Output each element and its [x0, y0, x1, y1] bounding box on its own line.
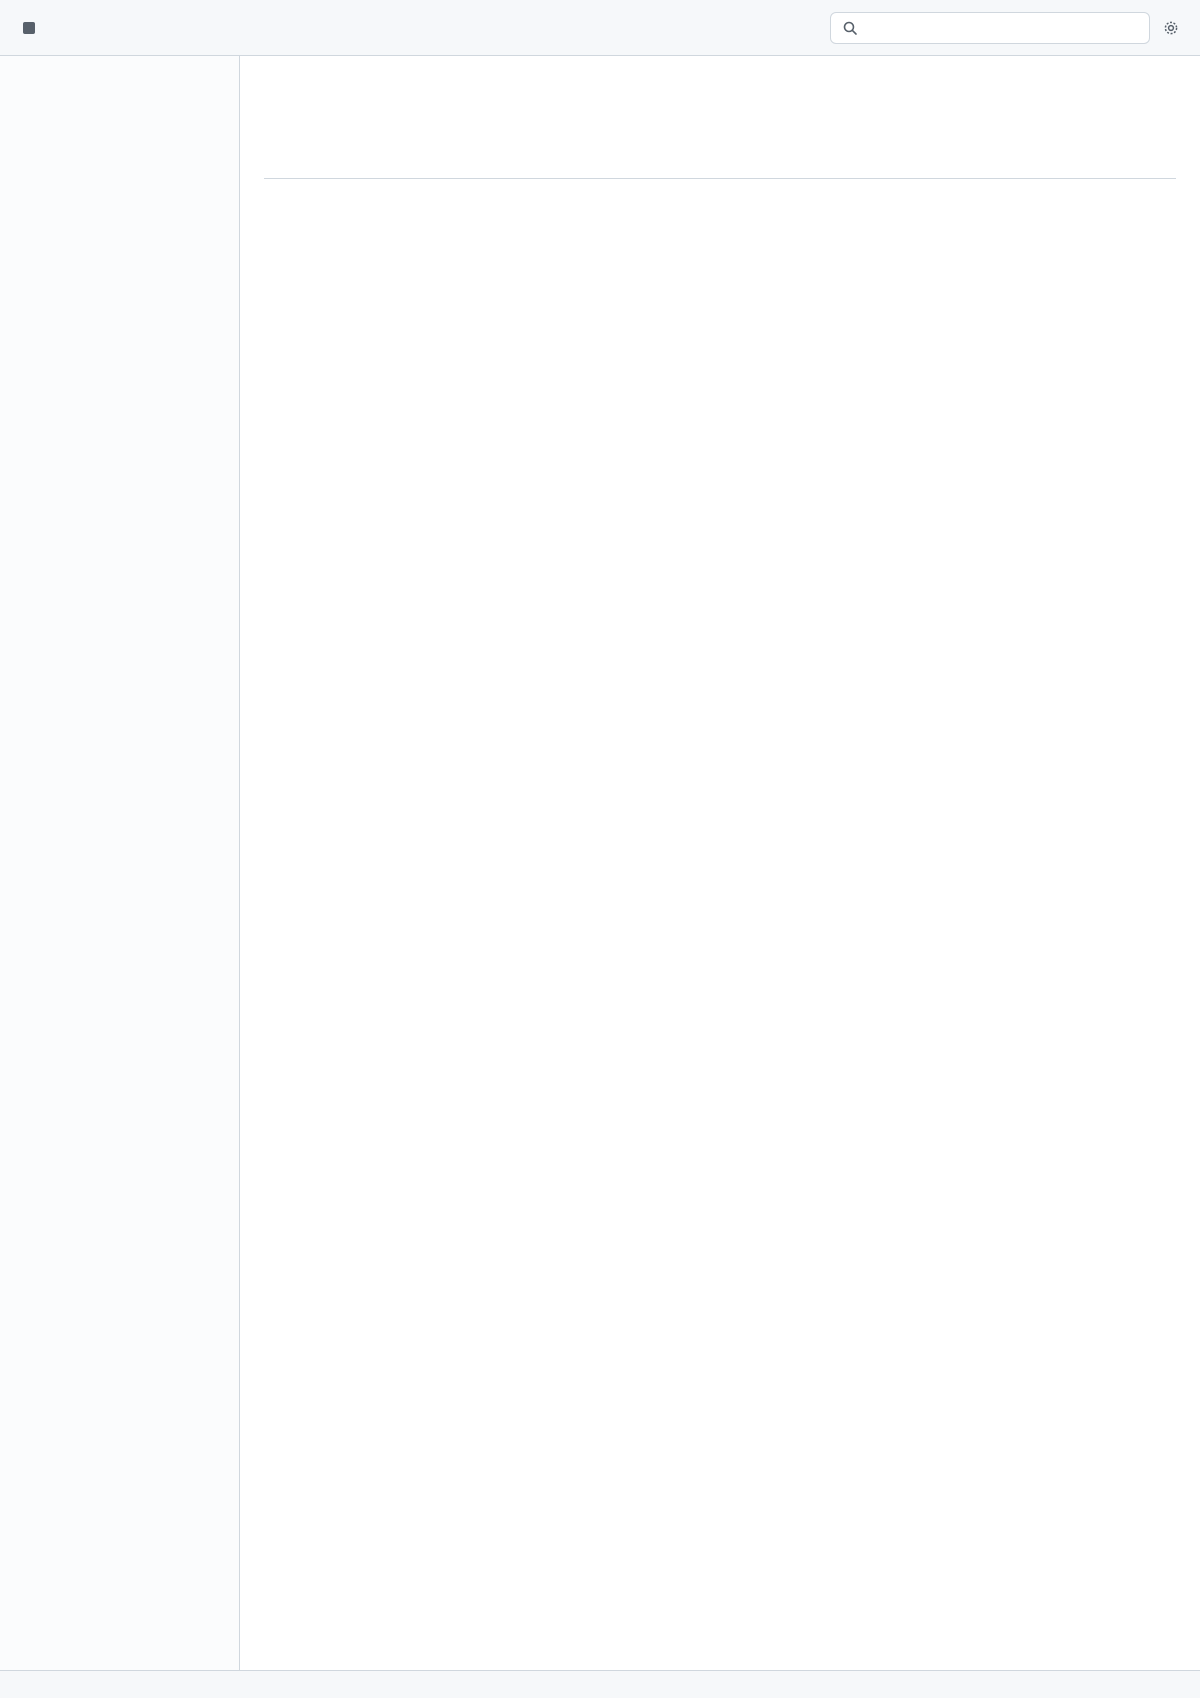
- breadcrumb: [264, 76, 1176, 92]
- status-bar: [0, 1670, 1200, 1698]
- sidebar: [0, 56, 240, 1670]
- page-title: [264, 98, 1176, 126]
- app-logo-icon: [20, 19, 38, 37]
- gear-icon[interactable]: [1162, 19, 1180, 37]
- search-icon: [841, 19, 859, 37]
- search-box[interactable]: [830, 12, 1150, 44]
- main-content: [240, 56, 1200, 1670]
- tab-bar: [264, 142, 1176, 179]
- title-bar: [0, 0, 1200, 56]
- app-body: [0, 56, 1200, 1670]
- search-input[interactable]: [865, 19, 1139, 36]
